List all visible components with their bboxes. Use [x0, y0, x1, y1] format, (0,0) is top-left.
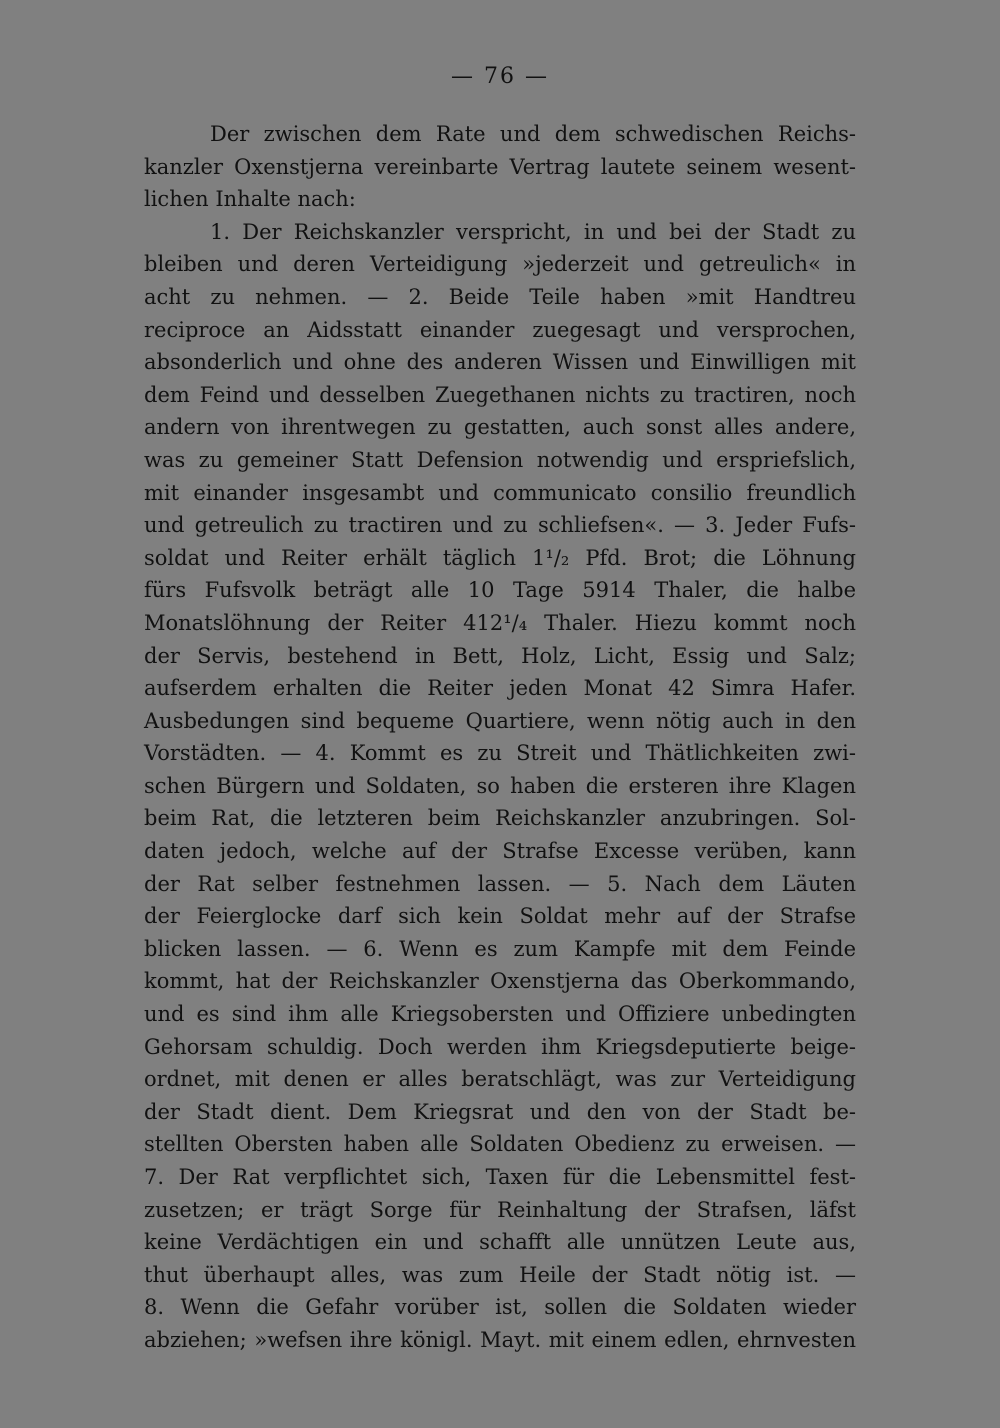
text-line: absonderlich und ohne des anderen Wissen und Einwilligen mit: [144, 350, 856, 375]
text-line: stellten Obersten haben alle Soldaten Obedienz zu erweisen. —: [144, 1132, 856, 1157]
text-line: andern von ihrentwegen zu gestatten, auch sonst alles andere,: [144, 415, 856, 440]
text-line: der Rat selber festnehmen lassen. — 5. Nach dem Läuten: [144, 871, 856, 896]
text-line: kommt, hat der Reichskanzler Oxenstjerna das Oberkommando,: [144, 969, 856, 994]
text-line: der Servis, bestehend in Bett, Holz, Licht, Essig und Salz;: [144, 643, 856, 668]
text-line: dem Feind und desselben Zuegethanen nichts zu tractiren, noch: [144, 382, 856, 407]
text-line: und es sind ihm alle Kriegsobersten und Offiziere unbedingten: [144, 1002, 856, 1027]
text-line: Monatslöhnung der Reiter 412¹/₄ Thaler. Hiezu kommt noch: [144, 610, 856, 635]
text-line: was zu gemeiner Statt Defension notwendig und erspriefslich,: [144, 447, 856, 472]
text-line: 8. Wenn die Gefahr vorüber ist, sollen die Soldaten wieder: [144, 1295, 856, 1320]
text-line: aufserdem erhalten die Reiter jeden Monat 42 Simra Hafer.: [144, 676, 856, 701]
text-line: Vorstädten. — 4. Kommt es zu Streit und Thätlichkeiten zwi-: [144, 741, 856, 766]
text-line: kanzler Oxenstjerna vereinbarte Vertrag lautete seinem wesent-: [144, 154, 856, 179]
text-line: keine Verdächtigen ein und schafft alle unnützen Leute aus,: [144, 1230, 856, 1255]
text-line: Ausbedungen sind bequeme Quartiere, wenn nötig auch in den: [144, 708, 856, 733]
text-line: abziehen; »wefsen ihre königl. Mayt. mit einem edlen, ehrnvesten: [144, 1327, 856, 1352]
text-line: Der zwischen dem Rate und dem schwedischen Reichs-: [210, 122, 856, 146]
body-text: [144, 118, 856, 1357]
text-line: acht zu nehmen. — 2. Beide Teile haben »mit Handtreu: [144, 284, 856, 309]
text-line: reciproce an Aidsstatt einander zuegesagt und versprochen,: [144, 317, 856, 342]
text-line: der Feierglocke darf sich kein Soldat mehr auf der Strafse: [144, 904, 856, 929]
text-line: daten jedoch, welche auf der Strafse Excesse verüben, kann: [144, 839, 856, 864]
text-line: blicken lassen. — 6. Wenn es zum Kampfe mit dem Feinde: [144, 936, 856, 961]
text-line: der Stadt dient. Dem Kriegsrat und den von der Stadt be-: [144, 1099, 856, 1124]
text-line: fürs Fufsvolk beträgt alle 10 Tage 5914 Thaler, die halbe: [144, 578, 856, 603]
text-line: lichen Inhalte nach:: [144, 187, 356, 212]
text-line: und getreulich zu tractiren und zu schliefsen«. — 3. Jeder Fufs-: [144, 513, 856, 538]
text-line: 1. Der Reichskanzler verspricht, in und bei der Stadt zu: [210, 219, 856, 244]
text-line: Gehorsam schuldig. Doch werden ihm Kriegsdeputierte beige-: [144, 1034, 856, 1059]
text-line: mit einander insgesambt und communicato consilio freundlich: [144, 480, 856, 505]
text-line: beim Rat, die letzteren beim Reichskanzler anzubringen. Sol-: [144, 806, 856, 831]
text-line: ordnet, mit denen er alles beratschlägt, was zur Verteidigung: [144, 1067, 856, 1092]
text-line: thut überhaupt alles, was zum Heile der Stadt nötig ist. —: [144, 1262, 856, 1287]
text-line: soldat und Reiter erhält täglich 1¹/₂ Pfd. Brot; die Löhnung: [144, 545, 856, 570]
text-line: zusetzen; er trägt Sorge für Reinhaltung der Strafsen, läfst: [144, 1197, 856, 1222]
page-number: — 76 —: [451, 64, 549, 89]
text-line: 7. Der Rat verpflichtet sich, Taxen für die Lebensmittel fest-: [144, 1165, 856, 1189]
text-line: bleiben und deren Verteidigung »jederzeit und getreulich« in: [144, 252, 856, 277]
text-line: schen Bürgern und Soldaten, so haben die ersteren ihre Klagen: [144, 773, 856, 798]
